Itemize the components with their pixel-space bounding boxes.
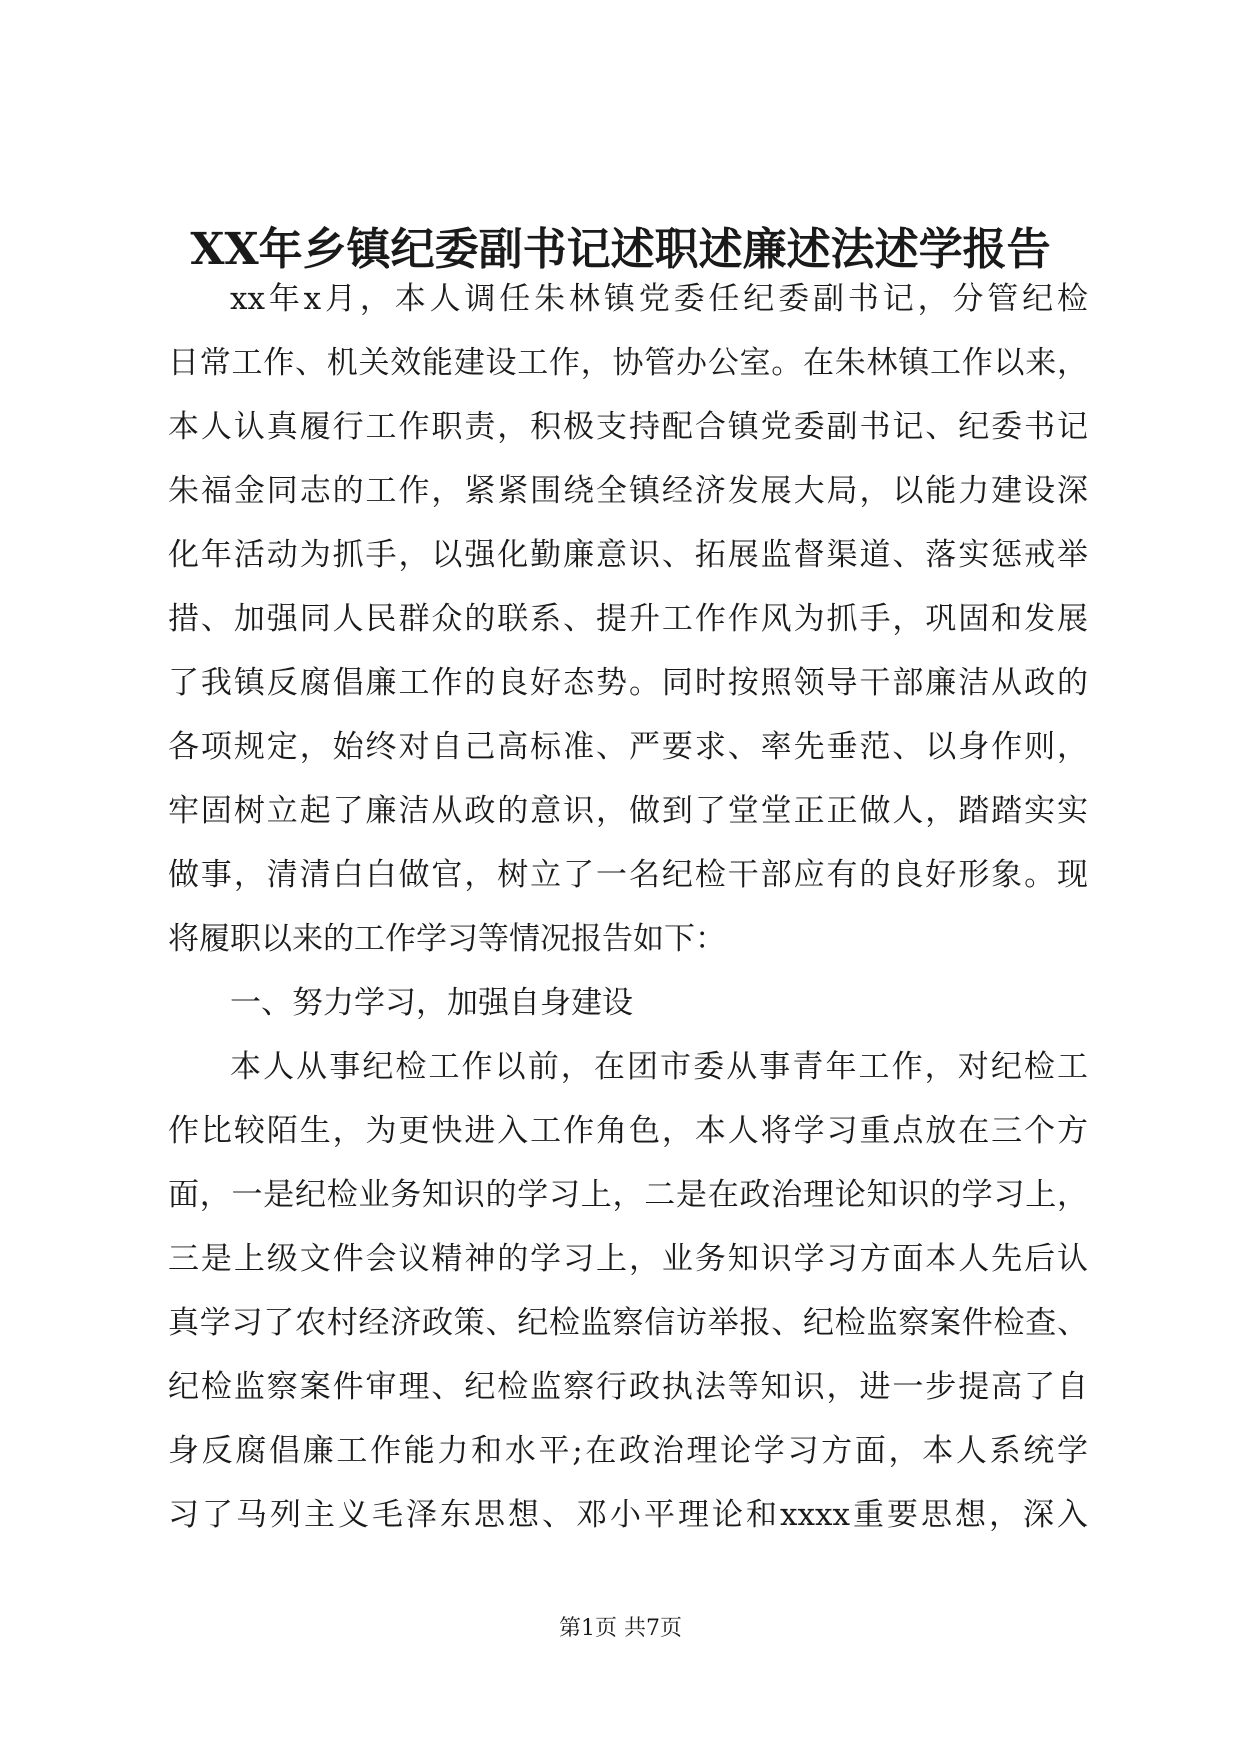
body-line: 将履职以来的工作学习等情况报告如下： — [168, 921, 726, 957]
body-line: 真学习了农村经济政策、纪检监察信访举报、纪检监察案件检查、 — [168, 1305, 1088, 1341]
section-heading: 一、努力学习，加强自身建设 — [230, 985, 633, 1021]
body-line: 面，一是纪检业务知识的学习上，二是在政治理论知识的学习上， — [168, 1177, 1088, 1213]
body-line: 牢固树立起了廉洁从政的意识，做到了堂堂正正做人，踏踏实实 — [168, 793, 1088, 829]
body-line: 习了马列主义毛泽东思想、邓小平理论和xxxx重要思想，深入 — [168, 1497, 1088, 1533]
body-line: 措、加强同人民群众的联系、提升工作作风为抓手，巩固和发展 — [168, 601, 1088, 637]
body-line: 本人认真履行工作职责，积极支持配合镇党委副书记、纪委书记 — [168, 409, 1088, 445]
body-line: 身反腐倡廉工作能力和水平;在政治理论学习方面，本人系统学 — [168, 1433, 1088, 1469]
body-line: 化年活动为抓手，以强化勤廉意识、拓展监督渠道、落实惩戒举 — [168, 537, 1088, 573]
page-footer: 第1页 共7页 — [559, 1616, 682, 1641]
document-title: XX年乡镇纪委副书记述职述廉述法述学报告 — [190, 224, 1051, 275]
body-line: 作比较陌生，为更快进入工作角色，本人将学习重点放在三个方 — [168, 1113, 1088, 1149]
body-line: 日常工作、机关效能建设工作，协管办公室。在朱林镇工作以来， — [168, 345, 1088, 381]
body-line: 本人从事纪检工作以前，在团市委从事青年工作，对纪检工 — [230, 1049, 1088, 1085]
body-line: 三是上级文件会议精神的学习上，业务知识学习方面本人先后认 — [168, 1241, 1088, 1277]
body-line: 了我镇反腐倡廉工作的良好态势。同时按照领导干部廉洁从政的 — [168, 665, 1088, 701]
body-line: xx年x月，本人调任朱林镇党委任纪委副书记，分管纪检 — [230, 281, 1088, 317]
document-body — [168, 267, 1088, 1547]
body-line: 各项规定，始终对自己高标准、严要求、率先垂范、以身作则， — [168, 729, 1088, 765]
body-line: 做事，清清白白做官，树立了一名纪检干部应有的良好形象。现 — [168, 857, 1088, 893]
body-line: 纪检监察案件审理、纪检监察行政执法等知识，进一步提高了自 — [168, 1369, 1088, 1405]
body-line: 朱福金同志的工作，紧紧围绕全镇经济发展大局，以能力建设深 — [168, 473, 1088, 509]
